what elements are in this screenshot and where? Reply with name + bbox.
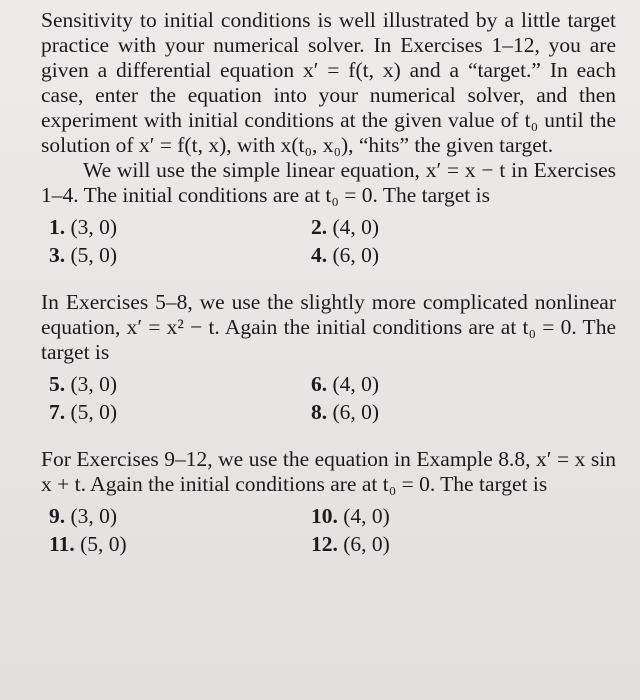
exercise-item: 12. (6, 0)	[311, 532, 390, 556]
exercise-item: 3. (5, 0)	[49, 243, 118, 267]
exercise-item: 4. (6, 0)	[311, 243, 380, 267]
exercise-list-9-12	[49, 503, 616, 557]
exercise-item: 6. (4, 0)	[311, 372, 380, 396]
exercise-item: 2. (4, 0)	[311, 215, 380, 239]
exercise-list-5-8	[49, 371, 616, 425]
exercise-item: 5. (3, 0)	[49, 372, 118, 396]
exercise-item: 1. (3, 0)	[49, 215, 118, 239]
page-content	[41, 8, 616, 557]
exercise-item: 10. (4, 0)	[311, 504, 390, 528]
exercise-item: 11. (5, 0)	[49, 532, 127, 556]
intro-paragraph: Sensitivity to initial conditions is well illustrated by a little target practice with your numerical solver. In Exercises 1–12, you are given a differential equation x′ = f(t, x) and a “target.” In each case, enter the equation into your numerical solver, and then experiment with initial conditions at the given value of t₀ until the solution of x′ = f(t, x), with x(t₀, x₀), “hits” the given target.	[41, 8, 616, 157]
exercise-item: 7. (5, 0)	[49, 400, 118, 424]
exercise-list-1-4	[49, 214, 616, 268]
linear-paragraph: We will use the simple linear equation, x′ = x − t in Exercises 1–4. The initial conditions are at t₀ = 0. The target is	[41, 158, 616, 207]
exercise-item: 9. (3, 0)	[49, 504, 118, 528]
sine-paragraph: For Exercises 9–12, we use the equation in Example 8.8, x′ = x sin x + t. Again the initial conditions are at t₀ = 0. The target is	[41, 447, 616, 496]
exercise-item: 8. (6, 0)	[311, 400, 380, 424]
nonlinear-paragraph: In Exercises 5–8, we use the slightly more complicated nonlinear equation, x′ = x² − t. Again the initial conditions are at t₀ = 0. The target is	[41, 290, 616, 364]
